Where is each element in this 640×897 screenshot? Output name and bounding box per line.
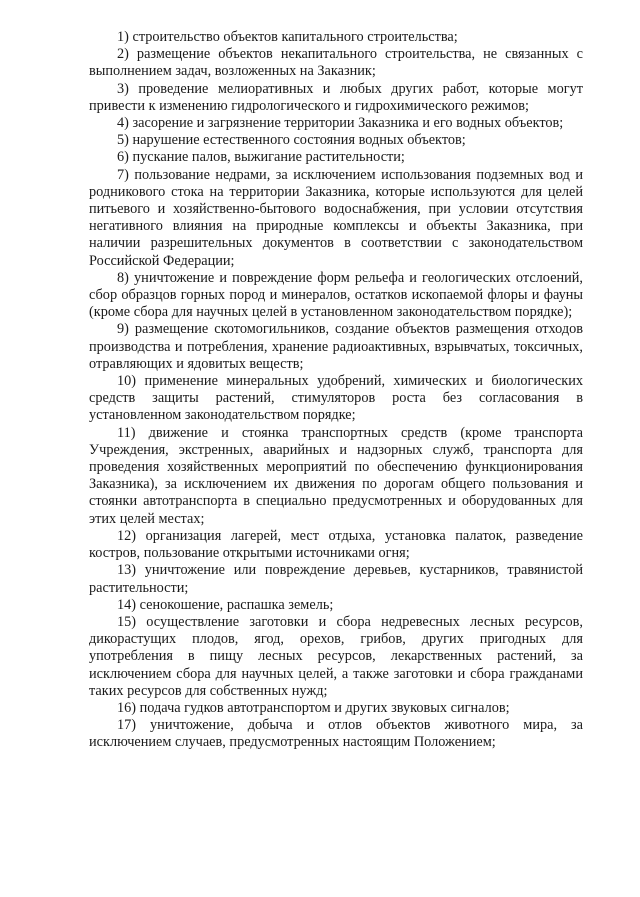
- list-item-6: 6) пускание палов, выжигание растительности;: [117, 149, 405, 166]
- list-item-11: 11) движение и стоянка транспортных средств (кроме транспорта Учреждения, экстренных, аварийных и надзорных служб, транспорта для проведения хозяйственных мероприятий по обеспечению функционирования Заказника), за исключением их движения по дорогам общего пользования и стоянки автотранспорта в специально предусмотренных и оборудованных для этих целей местах;: [89, 424, 583, 527]
- list-item-17: 17) уничтожение, добыча и отлов объектов животного мира, за исключением случаев, предусмотренных настоящим Положением;: [89, 717, 583, 751]
- list-item-12: 12) организация лагерей, мест отдыха, установка палаток, разведение костров, пользование открытыми источниками огня;: [89, 527, 583, 562]
- list-item-9: 9) размещение скотомогильников, создание объектов размещения отходов производства и потребления, хранение радиоактивных, взрывчатых, токсичных, отравляющих и ядовитых веществ;: [89, 321, 583, 372]
- list-item-13: 13) уничтожение или повреждение деревьев, кустарников, травянистой растительности;: [89, 562, 583, 596]
- list-item-2: 2) размещение объектов некапитального строительства, не связанных с выполнением задач, возложенных на Заказник;: [89, 46, 583, 80]
- list-item-3: 3) проведение мелиоративных и любых других работ, которые могут привести к изменению гидрологического и гидрохимического режимов;: [89, 80, 583, 114]
- list-item-8: 8) уничтожение и повреждение форм рельефа и геологических отслоений, сбор образцов горных пород и минералов, остатков ископаемой флоры и фауны (кроме сбора для научных целей в установленном законодательством порядке);: [89, 269, 583, 321]
- list-item-14: 14) сенокошение, распашка земель;: [117, 596, 334, 613]
- list-item-5: 5) нарушение естественного состояния водных объектов;: [117, 132, 466, 149]
- list-item-10: 10) применение минеральных удобрений, химических и биологических средств защиты растений, стимуляторов роста без согласования в установленном законодательством порядке;: [89, 373, 583, 424]
- list-item-16: 16) подача гудков автотранспортом и других звуковых сигналов;: [117, 699, 510, 716]
- document-body: [89, 29, 583, 752]
- list-item-4: 4) засорение и загрязнение территории Заказника и его водных объектов;: [117, 115, 564, 132]
- list-item-1: 1) строительство объектов капитального строительства;: [117, 29, 458, 45]
- list-item-7: 7) пользование недрами, за исключением использования подземных вод и родникового стока на территории Заказника, которые используются для целей питьевого и хозяйственно-бытового водоснабжения, при условии отсутствия негативного влияния на природные комплексы и объекты Заказника, при наличии разрешительных документов в соответствии с законодательством Российской Федерации;: [89, 166, 583, 269]
- list-item-15: 15) осуществление заготовки и сбора недревесных лесных ресурсов, дикорастущих плодов, ягод, орехов, грибов, других пригодных для употребления в пищу лесных ресурсов, лекарственных растений, за исключением сбора для научных целей, а также заготовки и сбора гражданами таких ресурсов для собственных нужд;: [89, 613, 583, 699]
